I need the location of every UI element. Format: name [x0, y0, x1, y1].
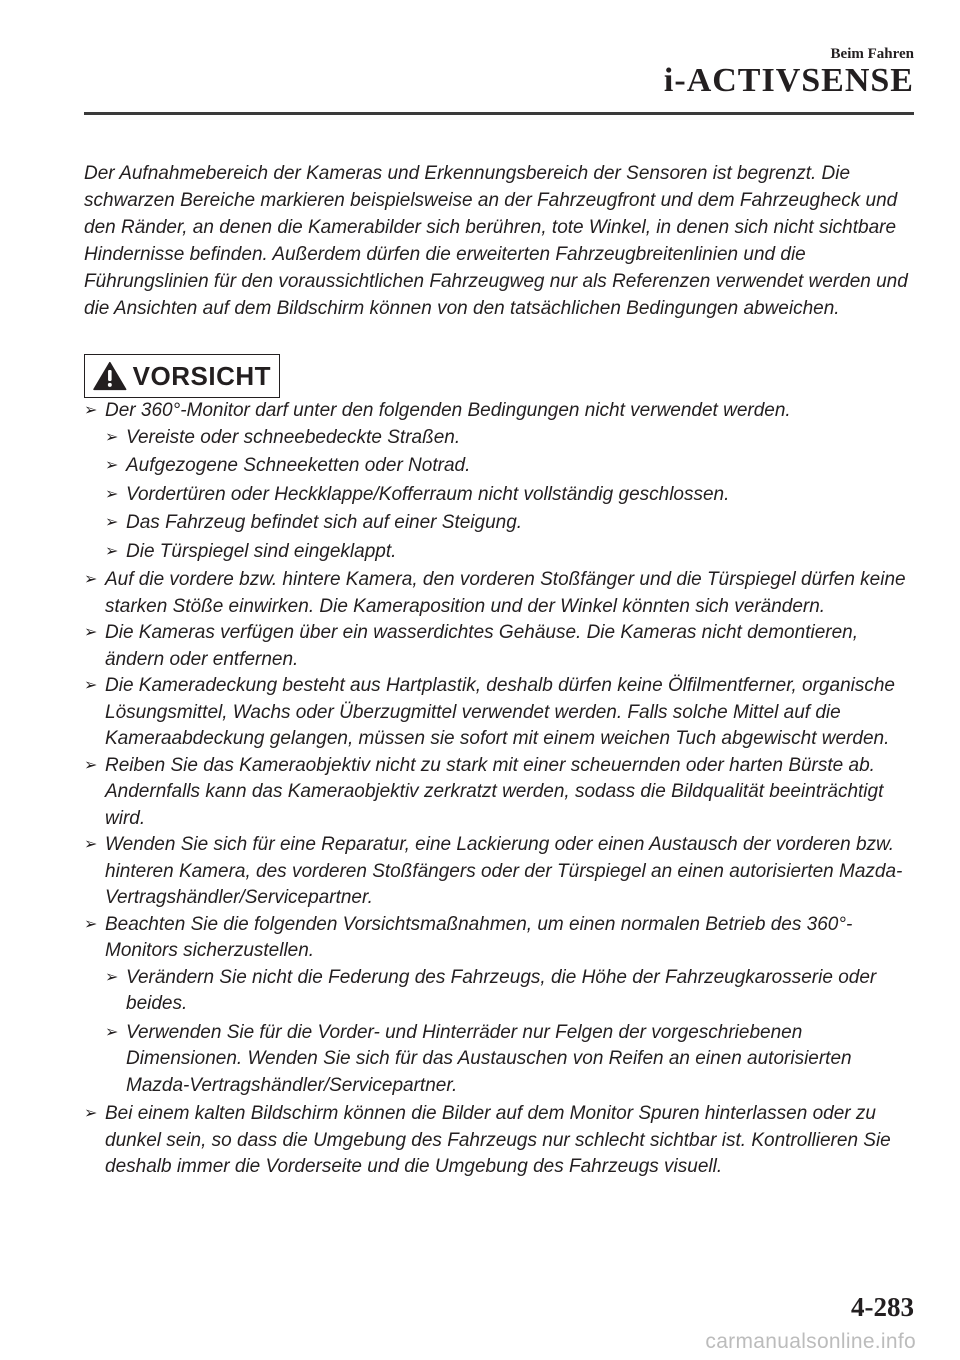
sub-list-item — [105, 510, 916, 537]
sub-list-item-text: Aufgezogene Schneeketten oder Notrad. — [126, 455, 471, 476]
intro-paragraph: Der Aufnahmebereich der Kameras und Erkennungsbereich der Sensoren ist begrenzt. Die schwarzen Bereiche markieren beispielsweise an der Fahrzeugfront und dem Fahrzeugheck und den Ränder, an denen die Kamerabilder sich berühren, tote Winkel, in denen sich nicht sichtbare Hindernisse befinden. Außerdem dürfen die erweiterten Fahrzeugbreitenlinien und die Führungslinien für den voraussichtlichen Fahrzeugweg nur als Referenzen verwendet werden und die Ansichten auf dem Bildschirm können von den tatsächlichen Bedingungen abweichen. — [84, 163, 908, 319]
caution-label: VORSICHT — [132, 360, 271, 391]
arrow-bullet-icon: ➢ — [105, 1023, 119, 1041]
sub-list-item — [105, 453, 916, 480]
sub-list-item — [105, 482, 916, 509]
sub-list-item — [105, 539, 916, 566]
arrow-bullet-icon: ➢ — [105, 485, 119, 503]
section-name: Beim Fahren — [830, 46, 914, 62]
list-item-text: Auf die vordere bzw. hintere Kamera, den vorderen Stoßfänger und die Türspiegel dürfen keine starken Stöße einwirken. Die Kameraposition und der Winkel könnten sich verändern. — [105, 569, 906, 617]
list-item — [84, 398, 916, 565]
arrow-bullet-icon: ➢ — [84, 1105, 98, 1122]
sub-list — [105, 425, 916, 566]
list-item-text: Reiben Sie das Kameraobjektiv nicht zu stark mit einer scheuernden oder harten Bürste ab. Andernfalls kann das Kameraobjektiv zerkratzt werden, sodass die Bildqualität beeinträchtigt wird. — [105, 754, 884, 829]
warning-triangle-icon — [93, 361, 127, 391]
list-item — [84, 753, 916, 833]
arrow-bullet-icon: ➢ — [105, 968, 119, 986]
sub-list-item-text: Vereiste oder schneebedeckte Straßen. — [126, 426, 461, 448]
page-content — [84, 160, 916, 1181]
page-number: 4-283 — [851, 1292, 914, 1322]
arrow-bullet-icon: ➢ — [105, 428, 119, 446]
arrow-bullet-icon: ➢ — [84, 402, 98, 419]
list-item-text: Die Kameras verfügen über ein wasserdichtes Gehäuse. Die Kameras nicht demontieren, ändern oder entfernen. — [105, 622, 858, 670]
sub-list-item — [105, 1020, 916, 1100]
arrow-bullet-icon: ➢ — [105, 514, 119, 531]
sub-list-item-text: Verändern Sie nicht die Federung des Fahrzeugs, die Höhe der Fahrzeugkarosserie oder beides. — [126, 966, 877, 1014]
chapter-title: i-ACTIVSENSE — [663, 62, 914, 99]
arrow-bullet-icon: ➢ — [105, 457, 119, 474]
list-item — [84, 912, 916, 1100]
list-item — [84, 1101, 916, 1181]
list-item-text: Wenden Sie sich für eine Reparatur, eine Lackierung oder einen Austausch der vorderen bzw. hinteren Kamera, des vorderen Stoßfängers oder der Türspiegel an einen autorisierten Mazda-Vertragshändler/Servicepartner. — [105, 834, 903, 908]
list-item-text: Die Kameradeckung besteht aus Hartplastik, deshalb dürfen keine Ölfilmentferner, organische Lösungsmittel, Wachs oder Überzugmittel verwendet werden. Falls solche Mittel auf die Kameraabdeckung gelangen, müssen sie sofort mit einem weichen Tuch abgewischt werden. — [105, 675, 895, 749]
arrow-bullet-icon: ➢ — [105, 542, 119, 560]
arrow-bullet-icon: ➢ — [84, 756, 98, 774]
list-item-text: Der 360°-Monitor darf unter den folgenden Bedingungen nicht verwendet werden. — [105, 400, 791, 421]
arrow-bullet-icon: ➢ — [84, 571, 98, 588]
caution-list — [84, 398, 916, 1181]
arrow-bullet-icon: ➢ — [84, 677, 98, 694]
arrow-bullet-icon: ➢ — [84, 624, 98, 641]
arrow-bullet-icon: ➢ — [84, 915, 98, 933]
sub-list-item-text: Vordertüren oder Heckklappe/Kofferraum nicht vollständig geschlossen. — [126, 483, 730, 505]
list-item — [84, 620, 916, 673]
caution-box — [84, 354, 280, 398]
arrow-bullet-icon: ➢ — [84, 836, 98, 853]
list-item — [84, 832, 916, 912]
sub-list — [105, 965, 916, 1100]
list-item-text: Bei einem kalten Bildschirm können die Bilder auf dem Monitor Spuren hinterlassen oder zu dunkel sein, so dass die Umgebung des Fahrzeugs nur schlecht sichtbar ist. Kontrollieren Sie deshalb immer die Vorderseite und die Umgebung des Fahrzeugs visuell. — [105, 1103, 891, 1177]
list-item — [84, 567, 916, 620]
sub-list-item-text: Die Türspiegel sind eingeklappt. — [126, 540, 397, 562]
sub-list-item-text: Verwenden Sie für die Vorder- und Hinterräder nur Felgen der vorgeschriebenen Dimensionen. Wenden Sie sich für das Austauschen von Reifen an einen autorisierten Mazda-Vertragshändler/Servicepartner. — [126, 1021, 852, 1096]
list-item — [84, 673, 916, 753]
watermark: carmanualsonline.info — [705, 1330, 916, 1353]
list-item-text: Beachten Sie die folgenden Vorsichtsmaßnahmen, um einen normalen Betrieb des 360°-Monitors sicherzustellen. — [105, 913, 853, 961]
sub-list-item-text: Das Fahrzeug befindet sich auf einer Steigung. — [126, 512, 523, 533]
page-header — [84, 40, 914, 115]
sub-list-item — [105, 425, 916, 452]
sub-list-item — [105, 965, 916, 1018]
